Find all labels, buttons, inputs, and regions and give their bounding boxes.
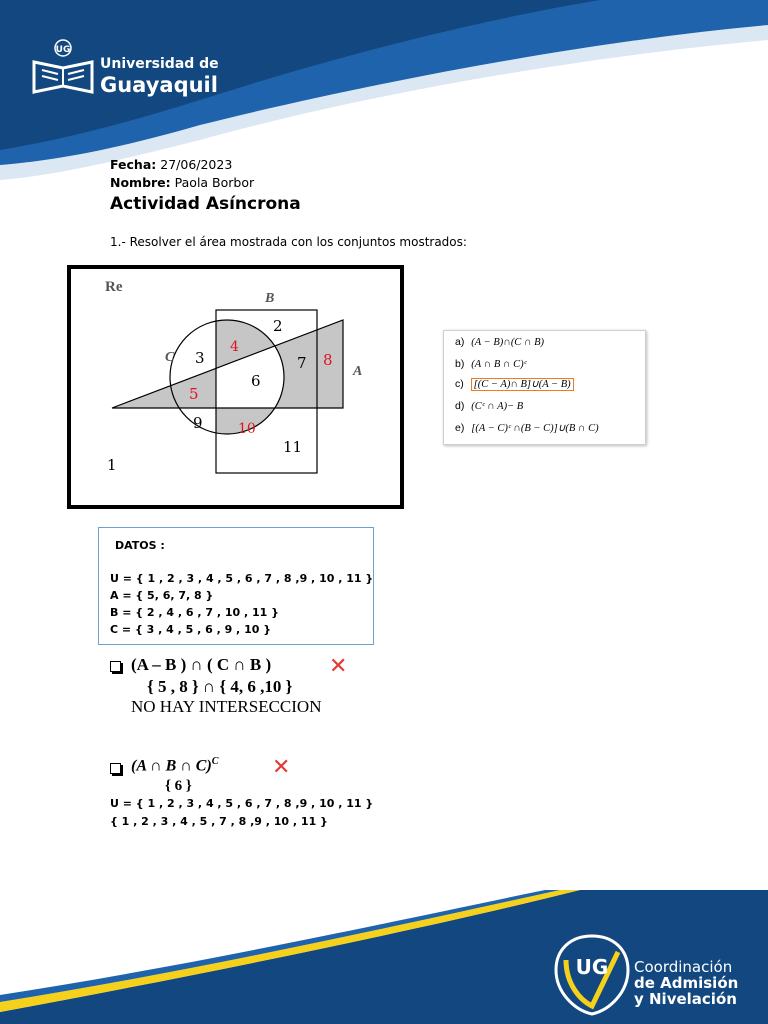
university-name-line1: Universidad de xyxy=(100,56,219,72)
region-5: 5 xyxy=(189,385,199,403)
region-11: 11 xyxy=(283,438,303,456)
datos-box xyxy=(98,527,374,645)
answer1-result: NO HAY INTERSECCION xyxy=(131,697,322,716)
region-1: 1 xyxy=(107,456,117,474)
answer1-expression: (A – B ) ∩ ( C ∩ B ) xyxy=(131,655,272,674)
set-u: U = { 1 , 2 , 3 , 4 , 5 , 6 , 7 , 8 ,9 , 10 , 11 } xyxy=(110,572,374,585)
option-e: e) [(A − C)ᶜ ∩(B − C)]∪(B ∩ C) xyxy=(455,422,599,434)
date-label: Fecha: xyxy=(110,157,157,172)
set-b: B = { 2 , 4 , 6 , 7 , 10 , 11 } xyxy=(110,606,280,619)
name-line xyxy=(110,175,254,190)
answer2-superscript: C xyxy=(211,756,219,767)
footer-logo-initials: UG xyxy=(575,955,609,979)
universe-label: Re xyxy=(105,279,123,295)
answer2-universe: U = { 1 , 2 , 3 , 4 , 5 , 6 , 7 , 8 ,9 , 10 , 11 } xyxy=(110,797,374,810)
set-a-label: A xyxy=(353,364,363,379)
checkbox-bullet-icon xyxy=(110,661,121,672)
footer-line1: Coordinación xyxy=(634,958,733,976)
page-title: Actividad Asíncrona xyxy=(110,194,301,214)
answer2-expression: (A ∩ B ∩ C)$^C$ xyxy=(131,756,219,775)
answer1-sets: { 5 , 8 } ∩ { 4, 6 ,10 } xyxy=(147,677,293,696)
venn-diagram xyxy=(67,265,404,509)
name-value: Paola Borbor xyxy=(174,175,255,190)
option-d: d) (Cᶜ ∩ A)− B xyxy=(455,400,524,412)
university-logo-icon xyxy=(30,38,96,96)
region-4: 4 xyxy=(230,339,239,355)
set-c: C = { 3 , 4 , 5 , 6 , 9 , 10 } xyxy=(110,623,272,636)
region-3: 3 xyxy=(195,349,205,367)
option-c: c) [(C − A)∩ B]∪(A − B) xyxy=(455,378,574,390)
region-6: 6 xyxy=(251,372,261,390)
set-a: A = { 5, 6, 7, 8 } xyxy=(110,589,214,602)
set-b-label: B xyxy=(265,291,275,306)
answer2-set: { 6 } xyxy=(165,778,192,794)
name-label: Nombre: xyxy=(110,175,171,190)
option-b: b) (A ∩ B ∩ C)ᶜ xyxy=(455,358,527,370)
wrong-mark-icon: ✕ xyxy=(329,654,348,679)
set-c-label: C xyxy=(165,350,175,365)
region-8: 8 xyxy=(323,351,333,369)
checkbox-bullet-icon xyxy=(110,763,121,774)
wrong-mark-icon: ✕ xyxy=(272,755,291,780)
university-name-line2: Guayaquil xyxy=(100,73,218,97)
footer-line3: y Nivelación xyxy=(634,990,737,1008)
date-line xyxy=(110,157,232,172)
region-9: 9 xyxy=(193,414,203,432)
region-2: 2 xyxy=(273,317,283,335)
logo-initials: UG xyxy=(55,45,71,55)
date-value: 27/06/2023 xyxy=(160,157,233,172)
question-text: 1.- Resolver el área mostrada con los conjuntos mostrados: xyxy=(110,235,467,249)
answer2-complement: { 1 , 2 , 3 , 4 , 5 , 7 , 8 ,9 , 10 , 11 } xyxy=(110,815,328,828)
options-panel xyxy=(443,330,646,445)
region-10: 10 xyxy=(238,421,256,437)
option-a: a) (A − B)∩(C ∩ B) xyxy=(455,336,545,348)
footer-line2: de Admisión xyxy=(634,974,739,992)
datos-heading: DATOS : xyxy=(115,539,165,552)
coordination-logo-icon xyxy=(552,934,632,1016)
region-7: 7 xyxy=(297,354,307,372)
